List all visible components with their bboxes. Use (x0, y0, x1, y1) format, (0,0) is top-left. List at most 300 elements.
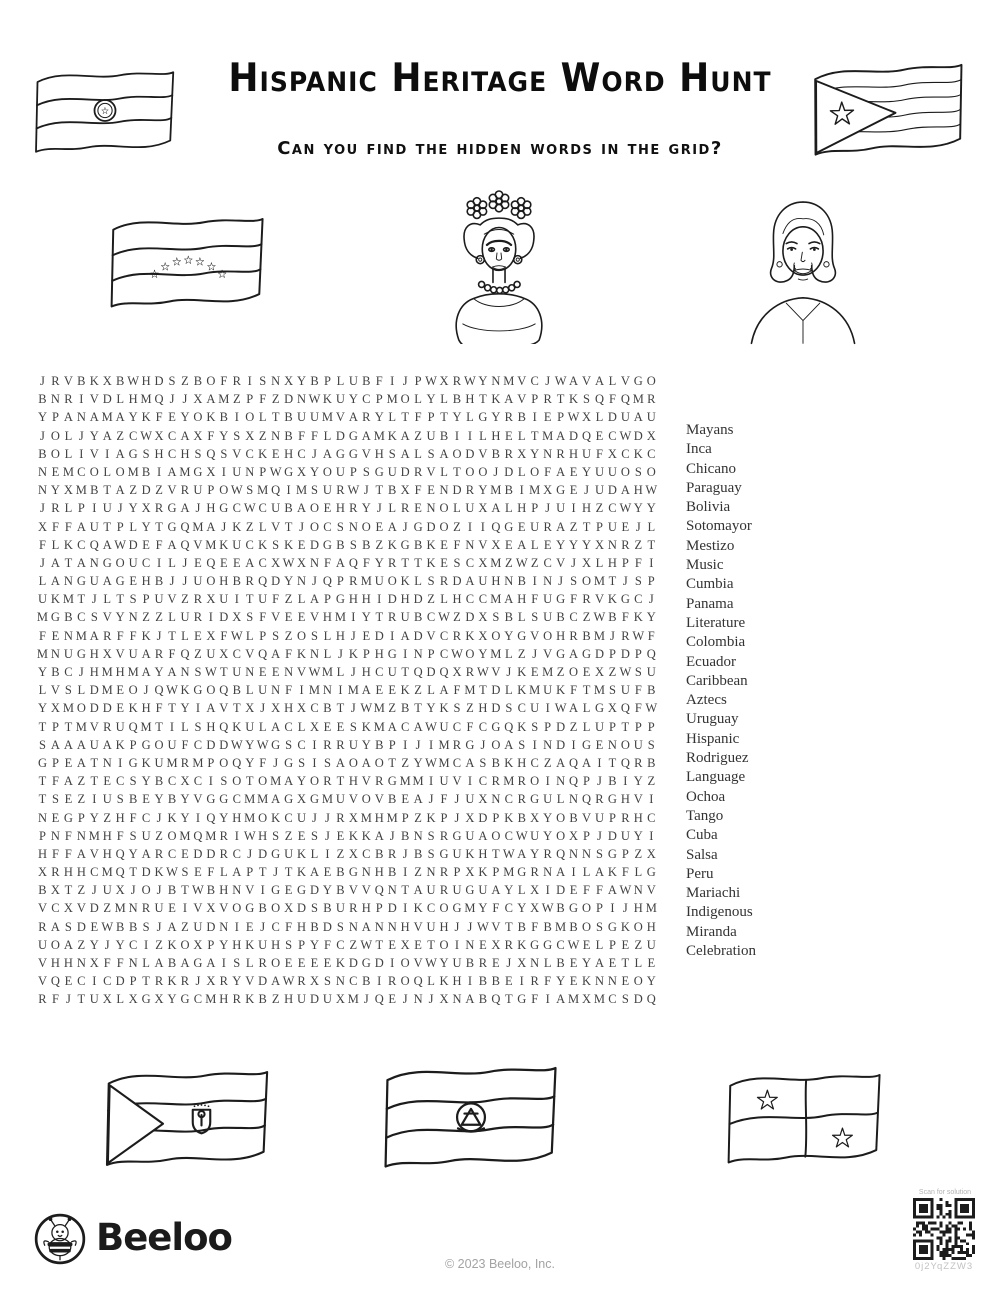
grid-letter: G (530, 937, 540, 952)
grid-letter: K (89, 374, 99, 388)
grid-letter: Q (646, 646, 656, 661)
grid-letter: B (647, 755, 656, 770)
grid-letter: C (465, 592, 475, 607)
grid-letter: H (452, 592, 462, 607)
grid-letter: I (260, 883, 265, 898)
grid-letter: R (388, 610, 397, 625)
grid-letter: R (336, 483, 345, 498)
grid-letter: M (244, 810, 256, 825)
grid-letter: N (491, 374, 501, 388)
grid-letter: M (593, 574, 606, 589)
grid-letter: Q (154, 392, 164, 407)
grid-letter: D (89, 683, 99, 698)
grid-letter: B (413, 610, 423, 625)
puerto-rico-flag-svg (807, 54, 972, 172)
grid-letter: D (206, 737, 216, 752)
grid-letter: I (649, 555, 654, 570)
grid-letter: B (284, 501, 293, 516)
grid-letter: V (245, 646, 255, 661)
grid-letter: N (128, 956, 138, 970)
grid-letter: R (336, 810, 345, 825)
grid-letter: C (51, 901, 60, 916)
grid-letter: E (142, 537, 150, 552)
grid-letter: C (77, 464, 86, 479)
grid-letter: J (195, 501, 201, 516)
grid-letter: S (194, 446, 202, 461)
grid-letter: Z (517, 646, 526, 661)
grid-letter: J (609, 628, 615, 643)
grid-row (36, 663, 660, 681)
grid-letter: J (260, 701, 266, 716)
grid-letter: A (154, 956, 164, 970)
grid-letter: M (593, 628, 606, 643)
grid-letter: B (413, 846, 423, 861)
grid-letter: C (103, 974, 112, 989)
grid-letter: N (426, 501, 436, 516)
grid-letter: F (272, 592, 280, 607)
grid-letter: S (168, 374, 176, 388)
grid-letter: A (517, 846, 527, 861)
grid-letter: I (79, 446, 84, 461)
grid-letter: W (619, 428, 632, 443)
grid-letter: U (452, 883, 462, 898)
grid-letter: V (76, 901, 86, 916)
grid-letter: W (476, 919, 489, 934)
grid-letter: G (452, 828, 462, 843)
grid-letter: J (156, 919, 162, 934)
grid-letter: X (491, 937, 501, 952)
grid-letter: G (504, 519, 514, 534)
grid-letter: T (103, 519, 112, 534)
grid-letter: K (607, 592, 617, 607)
grid-letter: U (594, 464, 604, 479)
grid-letter: Y (556, 537, 566, 552)
grid-letter: L (504, 501, 513, 516)
grid-letter: J (363, 992, 369, 1007)
grid-letter: H (219, 574, 229, 589)
grid-letter: O (633, 974, 643, 989)
grid-letter: V (309, 610, 319, 625)
grid-row (36, 390, 660, 408)
grid-letter: S (621, 992, 629, 1007)
grid-letter: J (350, 701, 356, 716)
grid-letter: J (40, 501, 45, 516)
grid-letter: R (556, 446, 565, 461)
grid-letter: M (62, 701, 74, 716)
grid-letter: V (452, 774, 462, 789)
word-list-item: Caribbean (686, 672, 748, 689)
grid-letter: O (530, 464, 540, 479)
grid-row (36, 681, 660, 699)
grid-letter: H (439, 919, 449, 934)
grid-letter: S (427, 846, 435, 861)
grid-letter: J (337, 646, 343, 661)
grid-letter: U (543, 610, 553, 625)
grid-letter: D (128, 537, 138, 552)
grid-letter: H (141, 374, 151, 388)
grid-letter: F (51, 846, 59, 861)
grid-letter: W (256, 737, 269, 752)
grid-letter: T (479, 683, 487, 698)
grid-letter: G (309, 792, 319, 807)
grid-letter: R (180, 974, 190, 989)
sonia-sotomayor-portrait (732, 192, 874, 346)
grid-letter: L (388, 501, 397, 516)
grid-letter: X (646, 428, 656, 443)
grid-letter: V (543, 646, 553, 661)
flower-crown (467, 191, 531, 218)
grid-letter: Q (206, 446, 216, 461)
grid-letter: A (180, 956, 190, 970)
grid-letter: E (336, 828, 345, 843)
grid-letter: F (181, 737, 189, 752)
grid-letter: F (103, 956, 111, 970)
grid-letter: T (440, 410, 448, 425)
grid-letter: P (51, 755, 59, 770)
grid-letter: A (439, 446, 449, 461)
grid-letter: L (582, 701, 591, 716)
grid-letter: N (180, 665, 190, 679)
grid-letter: F (608, 392, 616, 407)
grid-letter: W (619, 883, 632, 898)
grid-letter: W (140, 428, 152, 443)
grid-letter: W (114, 537, 127, 552)
grid-letter: O (232, 901, 242, 916)
grid-letter: K (465, 846, 475, 861)
word-list-item: Uruguay (686, 711, 739, 728)
grid-letter: M (334, 610, 346, 625)
grid-letter: I (234, 828, 239, 843)
grid-letter: N (128, 610, 138, 625)
grid-letter: C (621, 446, 630, 461)
grid-letter: D (348, 956, 358, 970)
grid-letter: R (543, 846, 552, 861)
grid-letter: L (181, 719, 189, 734)
grid-letter: J (454, 792, 460, 807)
grid-letter: C (167, 428, 177, 443)
grid-letter: G (581, 737, 592, 752)
word-list-item: Colombia (686, 634, 746, 651)
grid-letter: S (233, 428, 241, 443)
grid-letter: C (336, 937, 345, 952)
grid-letter: K (141, 755, 151, 770)
grid-letter: Q (219, 719, 229, 734)
grid-letter: A (102, 428, 112, 443)
grid-letter: M (567, 992, 580, 1007)
grid-letter: L (634, 956, 643, 970)
grid-letter: J (182, 392, 188, 407)
grid-letter: A (348, 410, 358, 425)
grid-letter: X (594, 665, 604, 679)
grid-letter: S (492, 610, 500, 625)
grid-letter: R (219, 974, 228, 989)
grid-letter: J (428, 992, 434, 1007)
grid-letter: E (245, 919, 254, 934)
grid-letter: D (76, 919, 86, 934)
grid-letter: B (258, 992, 267, 1007)
grid-letter: L (595, 937, 604, 952)
grid-letter: E (621, 519, 630, 534)
grid-letter: C (362, 392, 371, 407)
grid-letter: I (597, 755, 602, 770)
grid-letter: P (583, 774, 590, 789)
grid-letter: Y (633, 774, 643, 789)
grid-letter: I (610, 901, 615, 916)
grid-letter: Z (349, 937, 358, 952)
grid-letter: X (141, 501, 151, 516)
grid-letter: C (167, 446, 177, 461)
grid-letter: Y (569, 537, 579, 552)
grid-letter: H (374, 865, 384, 880)
grid-letter: E (64, 974, 73, 989)
grid-letter: I (144, 937, 149, 952)
grid-letter: S (518, 737, 526, 752)
grid-letter: E (530, 665, 539, 679)
grid-letter: A (504, 592, 514, 607)
grid-letter: O (646, 374, 656, 388)
grid-letter: V (115, 646, 125, 661)
grid-letter: S (233, 956, 241, 970)
grid-letter: X (607, 701, 617, 716)
grid-letter: L (466, 410, 474, 425)
grid-letter: N (50, 392, 60, 407)
grid-letter: R (517, 774, 526, 789)
grid-letter: Z (271, 392, 280, 407)
grid-letter: T (77, 992, 86, 1007)
grid-letter: R (297, 974, 306, 989)
grid-letter: P (51, 410, 59, 425)
grid-letter: C (478, 774, 488, 789)
grid-letter: Q (569, 774, 579, 789)
grid-letter: T (556, 392, 565, 407)
grid-letter: M (386, 810, 398, 825)
grid-letter: V (50, 683, 60, 698)
grid-letter: P (323, 374, 331, 388)
grid-letter: C (439, 646, 449, 661)
grid-letter: R (504, 446, 513, 461)
grid-letter: R (245, 574, 254, 589)
grid-letter: H (102, 828, 112, 843)
grid-letter: Z (232, 392, 241, 407)
grid-letter: T (64, 719, 73, 734)
grid-letter: Q (232, 755, 242, 770)
grid-letter: N (232, 883, 242, 898)
grid-letter: B (647, 683, 656, 698)
grid-letter: R (439, 828, 449, 843)
grid-letter: B (128, 792, 138, 807)
grid-letter: Y (297, 374, 307, 388)
grid-letter: U (581, 446, 592, 461)
grid-letter: V (491, 665, 501, 679)
grid-letter: U (633, 737, 643, 752)
grid-letter: X (465, 865, 475, 880)
grid-letter: A (50, 919, 60, 934)
grid-letter: T (621, 719, 630, 734)
word-search-grid (36, 372, 660, 1009)
grid-letter: Q (581, 428, 592, 443)
grid-letter: Z (582, 610, 591, 625)
grid-letter: S (453, 555, 461, 570)
grid-letter: J (545, 374, 551, 388)
grid-letter: L (51, 537, 60, 552)
grid-letter: Y (413, 755, 423, 770)
grid-letter: K (439, 974, 449, 989)
grid-letter: J (247, 846, 253, 861)
grid-letter: P (583, 828, 590, 843)
grid-letter: G (219, 501, 229, 516)
grid-letter: E (569, 483, 578, 498)
grid-letter: S (90, 610, 98, 625)
grid-letter: N (76, 410, 86, 425)
grid-letter: N (297, 392, 307, 407)
grid-letter: C (271, 919, 280, 934)
grid-letter: S (323, 974, 331, 989)
grid-letter: A (465, 574, 475, 589)
grid-letter: O (322, 464, 332, 479)
grid-letter: S (349, 719, 357, 734)
grid-letter: Q (89, 537, 99, 552)
grid-letter: K (141, 628, 151, 643)
grid-letter: G (581, 646, 592, 661)
grid-letter: U (322, 992, 332, 1007)
frida-kahlo-portrait (438, 190, 560, 344)
grid-letter: B (38, 883, 47, 898)
grid-letter: N (607, 537, 617, 552)
grid-letter: V (167, 592, 177, 607)
grid-letter: T (647, 537, 656, 552)
grid-row (36, 445, 660, 463)
grid-letter: D (322, 919, 332, 934)
grid-letter: H (478, 846, 488, 861)
grid-letter: A (387, 519, 397, 534)
grid-letter: C (362, 846, 371, 861)
grid-letter: J (182, 555, 188, 570)
grid-letter: O (309, 774, 319, 789)
grid-letter: O (581, 919, 592, 934)
grid-letter: X (128, 992, 138, 1007)
grid-letter: L (103, 464, 112, 479)
grid-letter: U (348, 374, 358, 388)
grid-letter: B (504, 610, 513, 625)
grid-letter: O (620, 464, 630, 479)
grid-letter: L (543, 956, 552, 970)
grid-letter: Z (556, 665, 565, 679)
equatorial-guinea-flag-svg (100, 1058, 275, 1186)
grid-letter: Z (155, 937, 163, 952)
grid-letter: W (502, 846, 515, 861)
grid-letter: H (452, 974, 462, 989)
grid-letter: N (556, 774, 566, 789)
word-list-item: Mayans (686, 422, 734, 438)
grid-letter: A (102, 537, 112, 552)
grid-letter: Z (401, 755, 409, 770)
grid-letter: W (593, 610, 606, 625)
grid-letter: B (284, 410, 293, 425)
grid-letter: T (168, 701, 176, 716)
grid-letter: B (517, 574, 526, 589)
grid-letter: H (141, 574, 151, 589)
grid-letter: J (622, 574, 628, 589)
grid-letter: P (634, 719, 642, 734)
grid-letter: H (50, 956, 60, 970)
grid-letter: W (425, 755, 437, 770)
grid-letter: H (491, 574, 501, 589)
grid-letter: P (51, 719, 59, 734)
grid-letter: J (143, 683, 149, 698)
grid-letter: X (102, 992, 112, 1007)
grid-letter: O (556, 828, 566, 843)
grid-letter: M (75, 628, 87, 643)
grid-letter: G (556, 483, 566, 498)
grid-letter: E (504, 428, 513, 443)
grid-letter: E (168, 901, 176, 916)
grid-letter: J (363, 483, 369, 498)
venezuela-flag-svg (105, 200, 270, 332)
grid-letter: Y (37, 665, 47, 679)
grid-letter: G (284, 792, 294, 807)
grid-letter: C (478, 592, 488, 607)
grid-letter: U (387, 665, 397, 679)
grid-letter: J (325, 810, 330, 825)
grid-letter: G (335, 592, 345, 607)
grid-letter: A (271, 974, 281, 989)
grid-letter: C (634, 592, 643, 607)
grid-letter: I (377, 974, 382, 989)
grid-letter: N (452, 992, 462, 1007)
grid-letter: H (374, 646, 384, 661)
grid-letter: F (647, 628, 655, 643)
grid-letter: M (218, 392, 230, 407)
grid-letter: A (115, 410, 125, 425)
grid-letter: U (556, 501, 566, 516)
grid-letter: Z (181, 592, 189, 607)
grid-letter: Y (154, 792, 164, 807)
earring (824, 262, 829, 267)
grid-letter: U (543, 592, 553, 607)
grid-letter: N (504, 574, 514, 589)
grid-letter: H (89, 665, 99, 679)
grid-letter: F (155, 701, 163, 716)
grid-letter: I (403, 646, 408, 661)
grid-letter: E (608, 956, 617, 970)
grid-letter: X (478, 555, 488, 570)
grid-letter: T (621, 956, 630, 970)
grid-letter: R (232, 992, 241, 1007)
grid-letter: N (245, 665, 255, 679)
grid-letter: S (349, 537, 357, 552)
grid-letter: H (206, 501, 216, 516)
grid-letter: D (115, 974, 125, 989)
grid-letter: J (312, 446, 317, 461)
grid-letter: L (64, 501, 73, 516)
grid-letter: N (543, 574, 553, 589)
grid-letter: G (271, 737, 281, 752)
grid-letter: O (193, 410, 203, 425)
grid-letter: X (297, 792, 307, 807)
grid-letter: I (623, 774, 628, 789)
grid-letter: U (258, 937, 268, 952)
grid-letter: O (491, 828, 501, 843)
grid-letter: M (62, 592, 74, 607)
grid-letter: M (373, 428, 385, 443)
grid-letter: Y (426, 392, 436, 407)
grid-letter: R (362, 410, 371, 425)
grid-letter: R (647, 392, 656, 407)
brand-name: Beeloo (96, 1216, 232, 1259)
grid-letter: Q (219, 683, 229, 698)
grid-letter: I (571, 865, 576, 880)
grid-letter: P (557, 410, 565, 425)
